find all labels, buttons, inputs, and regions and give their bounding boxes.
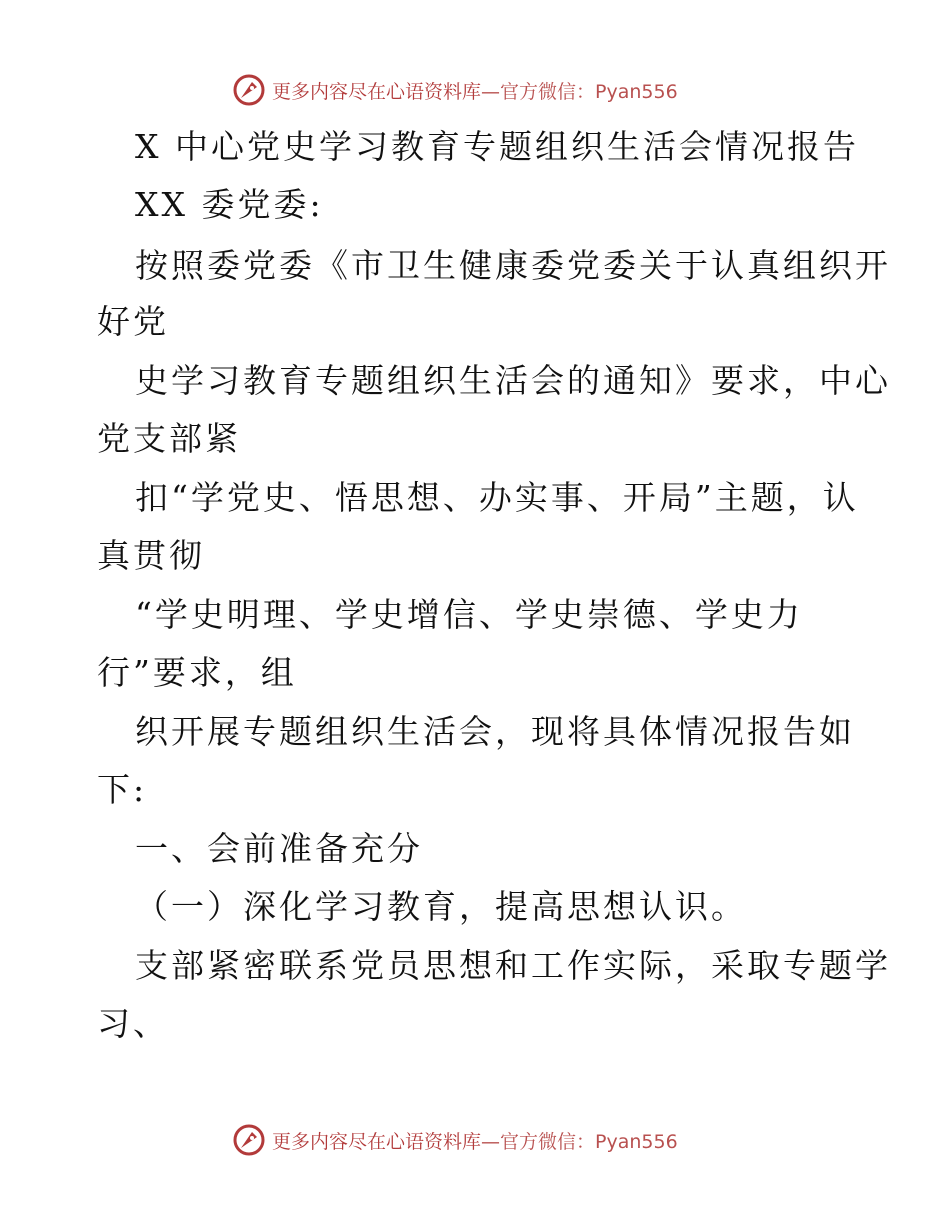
watermark-wechat-text: —官方微信：Pyan556 [481,1130,678,1153]
pen-nib-circle-icon [232,73,266,107]
pen-nib-circle-icon [232,1123,266,1157]
watermark-banner-top [232,70,712,110]
body-line: 扣“学党史、悟思想、办实事、开局”主题，认 [135,478,859,517]
body-line: 真贯彻 [97,536,205,575]
body-line: 下: [97,770,148,809]
body-line: 党支部紧 [97,419,241,458]
body-line: 支部紧密联系党员思想和工作实际，采取专题学 [135,946,891,985]
document-title: X 中心党史学习教育专题组织生活会情况报告 [135,127,859,166]
body-line: 习、 [97,1004,169,1043]
body-line: 史学习教育专题组织生活会的通知》要求，中心 [135,361,891,400]
watermark-banner-bottom [232,1120,712,1160]
body-line: “学史明理、学史增信、学史崇德、学史力 [135,595,803,634]
body-line: 织开展专题组织生活会，现将具体情况报告如 [135,712,855,751]
body-line: 按照委党委《市卫生健康委党委关于认真组织开 [135,246,891,285]
body-line: 行”要求，组 [97,653,297,692]
watermark-main-text: 更多内容尽在心语资料库 [272,80,482,103]
body-line: 好党 [97,302,169,341]
watermark-main-text: 更多内容尽在心语资料库 [272,1130,482,1153]
subsection-heading: （一）深化学习教育，提高思想认识。 [135,887,747,926]
section-heading: 一、会前准备充分 [135,829,423,868]
salutation: XX 委党委: [135,185,324,224]
watermark-wechat-text: —官方微信：Pyan556 [481,80,678,103]
